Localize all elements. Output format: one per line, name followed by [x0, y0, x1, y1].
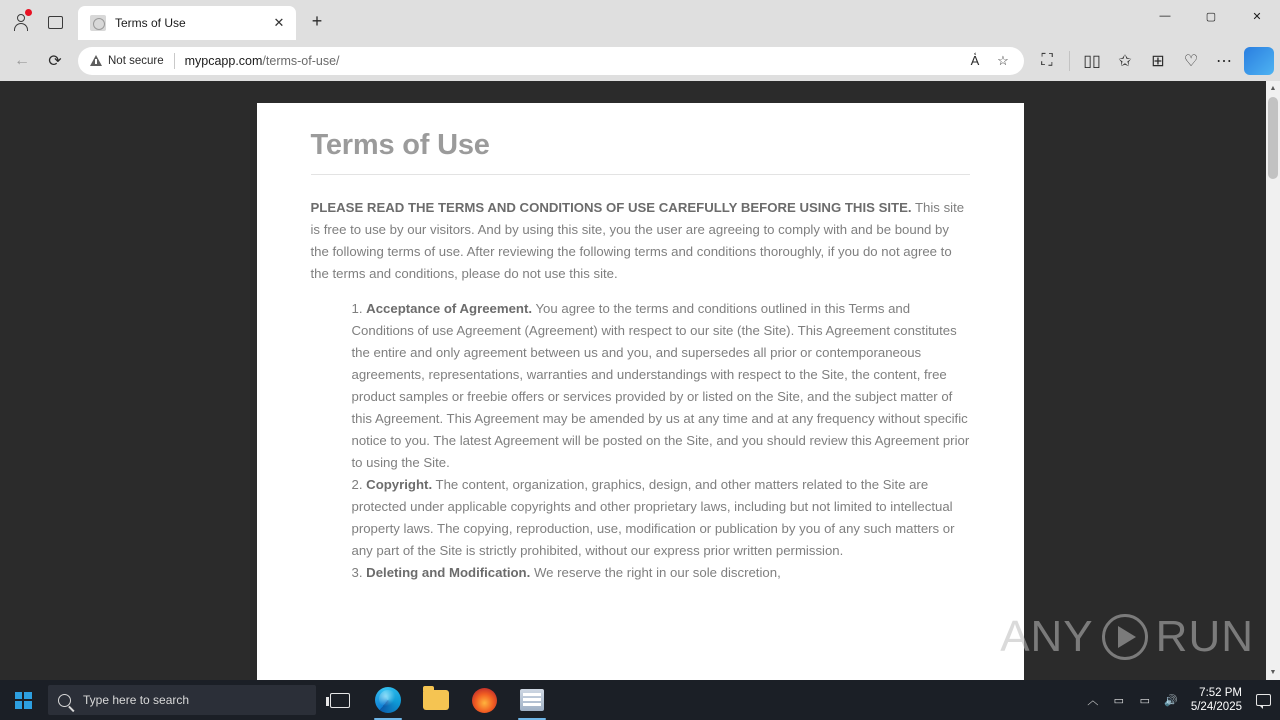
scroll-down-icon[interactable]: ▼ — [1269, 669, 1277, 676]
address-bar[interactable] — [78, 47, 1024, 75]
folder-icon — [423, 690, 449, 710]
lead-rest-text: This site is free to use by our visitors. And by using this site, you the user are agreeing to comply with and be bound by the following terms of use. After reviewing the following terms and conditions thoroughly, if you do not agree to the terms and conditions, please do not use this site. — [310, 200, 965, 281]
item-number: 1. — [351, 301, 367, 316]
item-number: 3. — [351, 565, 367, 580]
item-heading: Acceptance of Agreement. — [366, 301, 533, 316]
address-bar-actions — [962, 49, 1016, 73]
lead-paragraph — [311, 197, 970, 285]
url-text — [185, 54, 962, 68]
tab-actions-button[interactable] — [38, 7, 72, 37]
taskbar-item-app[interactable] — [508, 680, 556, 720]
page-viewport — [0, 81, 1280, 680]
copilot-icon[interactable] — [1244, 47, 1274, 75]
clock-time: 7:52 PM — [1199, 687, 1242, 699]
url-host: mypcapp.com — [184, 53, 263, 68]
extensions-icon[interactable]: ⛶ — [1041, 51, 1053, 69]
start-button[interactable] — [0, 680, 46, 720]
scrollbar-thumb[interactable] — [1268, 97, 1278, 179]
close-window-button[interactable]: ✕ — [1252, 10, 1262, 23]
split-screen-icon[interactable]: ▯▯ — [1083, 52, 1101, 70]
list-item — [352, 298, 970, 474]
profile-button[interactable] — [4, 5, 38, 37]
item-body: You agree to the terms and conditions outlined in this Terms and Conditions of use Agreement (Agreement) with respect to our site (the Site). This Agreement constitutes the entire and only agreement between us and you, and supersedes all prior or contemporaneous agreements, representations, warranties and understandings with respect to the Site, the content, free product samples or freebie offers or services provided by or listed on the Site, and the subject matter of this Agreement. This Agreement may be amended by us at any time and at any frequency without specific notice to you. The latest Agreement will be posted on the Site, and you should review this Agreement prior to using the Site. — [351, 301, 970, 470]
page-title: Terms of Use — [311, 129, 970, 175]
item-heading: Copyright. — [366, 477, 433, 492]
reload-icon[interactable]: ⟳ — [48, 52, 62, 70]
url-path: /terms-of-use/ — [262, 53, 340, 68]
lead-bold-text: PLEASE READ THE TERMS AND CONDITIONS OF USE CAREFULLY BEFORE USING THIS SITE. — [310, 200, 912, 215]
tab-strip — [0, 0, 1280, 40]
scroll-up-icon[interactable]: ▲ — [1269, 85, 1277, 92]
search-icon — [58, 694, 71, 707]
tab-close-icon[interactable]: ✕ — [273, 15, 285, 30]
document-page — [257, 103, 1024, 680]
list-item — [352, 562, 970, 584]
network-icon[interactable]: ▭ — [1113, 694, 1125, 707]
task-view-button[interactable] — [316, 680, 364, 720]
terms-list — [311, 298, 970, 584]
volume-icon[interactable]: 🔊 — [1163, 694, 1178, 707]
app-window-icon — [520, 689, 544, 711]
item-body: The content, organization, graphics, design, and other matters related to the Site are protected under applicable copyrights and other proprietary laws, including but not limited to intellectual property laws. The copying, reproduction, use, modification or publication by you of any such matters or any part of the Site is strictly prohibited, without our express prior written permission. — [351, 477, 955, 558]
edge-icon — [375, 687, 401, 713]
system-tray — [1081, 680, 1280, 720]
watermark-right-text: RUN — [1155, 612, 1254, 661]
show-hidden-icons-icon[interactable]: ︿ — [1087, 695, 1099, 707]
toolbar-divider — [1069, 51, 1070, 71]
back-icon[interactable]: ← — [14, 51, 30, 69]
item-heading: Deleting and Modification. — [366, 565, 531, 580]
item-number: 2. — [351, 477, 367, 492]
taskbar-item-file-explorer[interactable] — [412, 680, 460, 720]
tab-favicon-icon — [90, 15, 106, 31]
watermark-left-text: ANY — [1000, 612, 1094, 661]
new-tab-button[interactable]: + — [311, 10, 323, 31]
address-separator — [174, 53, 175, 69]
list-item — [352, 474, 970, 562]
browser-essentials-icon[interactable]: ♡ — [1183, 52, 1199, 70]
anyrun-logo-icon — [1102, 614, 1148, 660]
navigation-toolbar — [0, 40, 1280, 81]
tab-terms-of-use[interactable] — [78, 6, 296, 40]
notification-icon — [1256, 694, 1271, 706]
windows-logo-icon — [15, 692, 32, 709]
security-label: Not secure — [108, 54, 164, 67]
notifications-button[interactable] — [1252, 680, 1274, 720]
tab-actions-icon — [48, 16, 63, 29]
add-favorite-icon[interactable]: ☆ — [997, 52, 1009, 68]
item-body: We reserve the right in our sole discretion, — [530, 565, 781, 580]
not-secure-icon — [90, 55, 102, 66]
task-view-icon — [330, 693, 350, 708]
taskbar-item-firefox[interactable] — [460, 680, 508, 720]
profile-alert-dot — [25, 9, 32, 16]
window-controls — [1142, 0, 1280, 32]
settings-and-more-icon[interactable]: ⋯ — [1216, 52, 1232, 70]
collections-icon[interactable]: ⊞ — [1151, 52, 1165, 70]
anyrun-watermark — [1000, 612, 1254, 662]
read-aloud-icon[interactable]: A᷾ — [970, 53, 980, 68]
taskbar-clock[interactable] — [1185, 686, 1250, 714]
page-scrollbar[interactable] — [1266, 81, 1280, 680]
search-placeholder: Type here to search — [83, 693, 190, 707]
minimize-button[interactable]: — — [1159, 10, 1171, 22]
tab-title: Terms of Use — [115, 16, 186, 30]
taskbar-search-input[interactable] — [48, 685, 316, 715]
favorites-icon[interactable]: ✩ — [1118, 52, 1132, 70]
maximize-button[interactable]: ▢ — [1205, 10, 1217, 23]
firefox-icon — [472, 688, 497, 713]
windows-taskbar — [0, 680, 1280, 720]
battery-icon[interactable]: ▭ — [1139, 694, 1151, 707]
taskbar-item-edge[interactable] — [364, 680, 412, 720]
security-status[interactable] — [90, 55, 164, 67]
clock-date: 5/24/2025 — [1190, 701, 1242, 713]
